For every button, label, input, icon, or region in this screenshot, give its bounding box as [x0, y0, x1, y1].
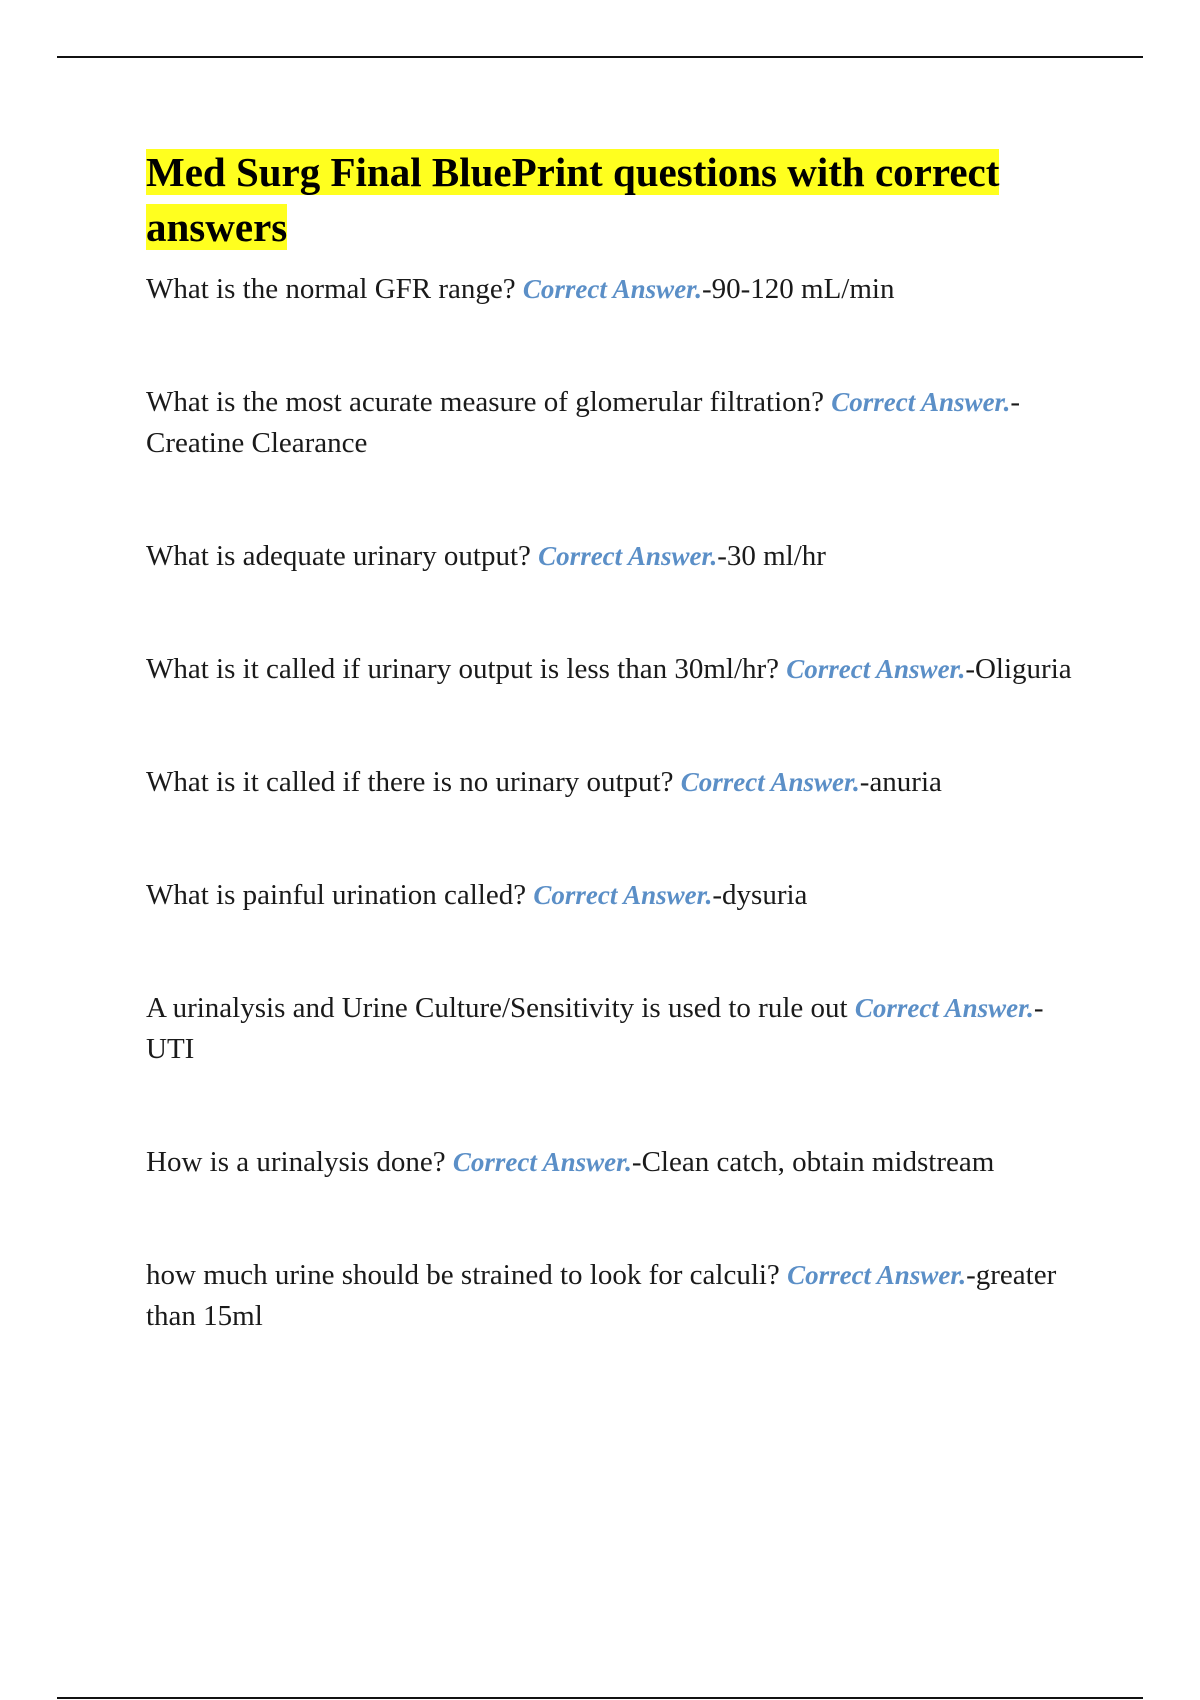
qa-item: [146, 536, 1086, 577]
answer-label: Correct Answer.: [533, 880, 713, 910]
question-text: how much urine should be strained to look for calculi?: [146, 1259, 780, 1291]
answer-text: -30 ml/hr: [717, 540, 826, 572]
answer-label: Correct Answer.: [680, 767, 860, 797]
answer-text: -UTI: [146, 992, 1044, 1065]
title-highlight: Med Surg Final BluePrint questions with correct answers: [146, 149, 1000, 250]
answer-text: -anuria: [859, 766, 942, 798]
answer-text: -Creatine Clearance: [146, 386, 1020, 459]
footer-rule: [57, 1697, 1143, 1699]
answer-label: Correct Answer.: [786, 654, 966, 684]
question-text: What is the most acurate measure of glomerular filtration?: [146, 386, 825, 418]
qa-item: [146, 1142, 1086, 1183]
question-text: What is adequate urinary output?: [146, 540, 531, 572]
answer-text: -Oliguria: [965, 653, 1072, 685]
qa-item: [146, 1255, 1086, 1337]
answer-label: Correct Answer.: [854, 993, 1034, 1023]
answer-text: -Clean catch, obtain midstream: [631, 1146, 995, 1178]
qa-list: [146, 269, 1086, 1337]
qa-item: [146, 649, 1086, 690]
answer-text: -greater than 15ml: [146, 1259, 1057, 1332]
qa-item: [146, 988, 1086, 1070]
question-text: What is the normal GFR range?: [146, 273, 516, 305]
qa-item: [146, 269, 1086, 310]
question-text: A urinalysis and Urine Culture/Sensitivity is used to rule out: [146, 992, 848, 1024]
question-text: What is it called if urinary output is less than 30ml/hr?: [146, 653, 780, 685]
document-title: [146, 145, 1086, 255]
answer-label: Correct Answer.: [831, 387, 1011, 417]
qa-item: [146, 875, 1086, 916]
answer-text: -90-120 mL/min: [701, 273, 895, 305]
answer-label: Correct Answer.: [787, 1260, 967, 1290]
qa-item: [146, 762, 1086, 803]
question-text: What is it called if there is no urinary output?: [146, 766, 674, 798]
answer-text: -dysuria: [712, 879, 808, 911]
question-text: What is painful urination called?: [146, 879, 527, 911]
answer-label: Correct Answer.: [538, 541, 718, 571]
answer-label: Correct Answer.: [452, 1147, 632, 1177]
header-rule: [57, 56, 1143, 58]
qa-item: [146, 382, 1086, 464]
question-text: How is a urinalysis done?: [146, 1146, 446, 1178]
answer-label: Correct Answer.: [522, 274, 702, 304]
document-body: [146, 145, 1086, 1409]
